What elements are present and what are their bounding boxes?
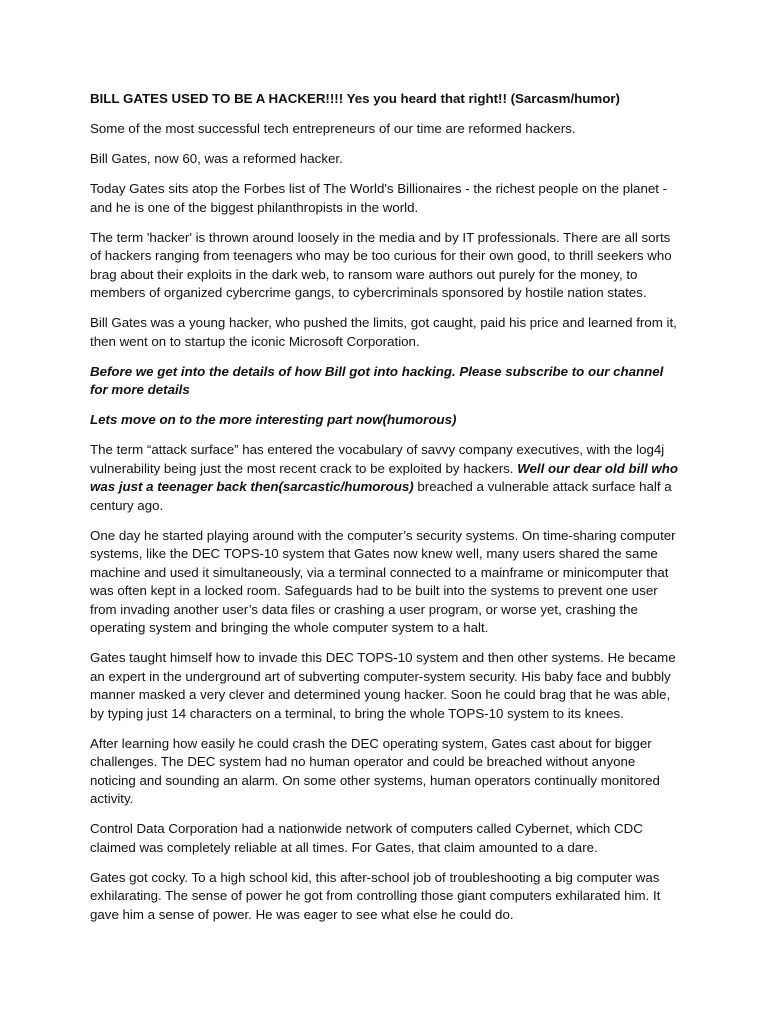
paragraph-forbes: Today Gates sits atop the Forbes list of The World's Billionaires - the richest people on the planet - and he is one of the biggest philanthropists in the world.	[90, 181, 668, 215]
attack-surface-emphasis: Well our dear old bill who was just a teenager back then(sarcastic/humorous)	[90, 460, 679, 494]
paragraph-young-hacker: Bill Gates was a young hacker, who pushed the limits, got caught, paid his price and learned from it, then went on to startup the iconic Microsoft Corporation.	[90, 315, 677, 349]
paragraph-move-on: Lets move on to the more interesting part now(humorous)	[90, 412, 457, 427]
paragraph-attack-surface	[90, 441, 680, 515]
paragraph-subscribe: Before we get into the details of how Bill got into hacking. Please subscribe to our channel for more details	[90, 363, 664, 397]
paragraph-tops10: Gates taught himself how to invade this DEC TOPS-10 system and then other systems. He became an expert in the underground art of subverting computer-system security. His baby face and bubbly manner masked a very clever and determined young hacker. Soon he could brag that he was able, by typing just 14 characters on a terminal, to bring the whole TOPS-10 system to its knees.	[90, 650, 676, 721]
paragraph-time-sharing: One day he started playing around with the computer’s security systems. On time-sharing computer systems, like the DEC TOPS-10 system that Gates now knew well, many users shared the same machine and used it simultaneously, via a terminal connected to a mainframe or minicomputer that was often kept in a locked room. Safeguards had to be built into the systems to prevent one user from invading another user’s data files or crashing a user program, or worse yet, crashing the operating system and bringing the whole computer system to a halt.	[90, 527, 676, 635]
paragraph-bigger-challenges: After learning how easily he could crash the DEC operating system, Gates cast about for bigger challenges. The DEC system had no human operator and could be breached without anyone noticing and sounding an alarm. On some other systems, human operators continually monitored activity.	[90, 735, 660, 806]
paragraph-cybernet: Control Data Corporation had a nationwide network of computers called Cybernet, which CDC claimed was completely reliable at all times. For Gates, that claim amounted to a dare.	[90, 821, 643, 855]
document-page	[90, 90, 680, 936]
attack-surface-text-2: breached a vulnerable attack surface half a century ago.	[90, 479, 672, 513]
paragraph-cocky: Gates got cocky. To a high school kid, this after-school job of troubleshooting a big computer was exhilarating. The sense of power he got from controlling those giant computers exhilarated him. It gave him a sense of power. He was eager to see what else he could do.	[90, 869, 661, 922]
paragraph-reformed-hackers: Some of the most successful tech entrepreneurs of our time are reformed hackers.	[90, 121, 576, 136]
attack-surface-text-1: The term “attack surface” has entered the vocabulary of savvy company executives, with the log4j vulnerability being just the most recent crack to be exploited by hackers.	[90, 442, 665, 476]
paragraph-gates-age: Bill Gates, now 60, was a reformed hacker.	[90, 151, 343, 166]
paragraph-hacker-term: The term 'hacker' is thrown around loosely in the media and by IT professionals. There are all sorts of hackers ranging from teenagers who may be too curious for their own good, to thrill seekers who brag about their exploits in the dark web, to ransom ware authors out purely for the money, to members of organized cybercrime gangs, to cybercriminals sponsored by hostile nation states.	[90, 229, 672, 300]
document-title: BILL GATES USED TO BE A HACKER!!!! Yes you heard that right!! (Sarcasm/humor)	[90, 91, 620, 106]
